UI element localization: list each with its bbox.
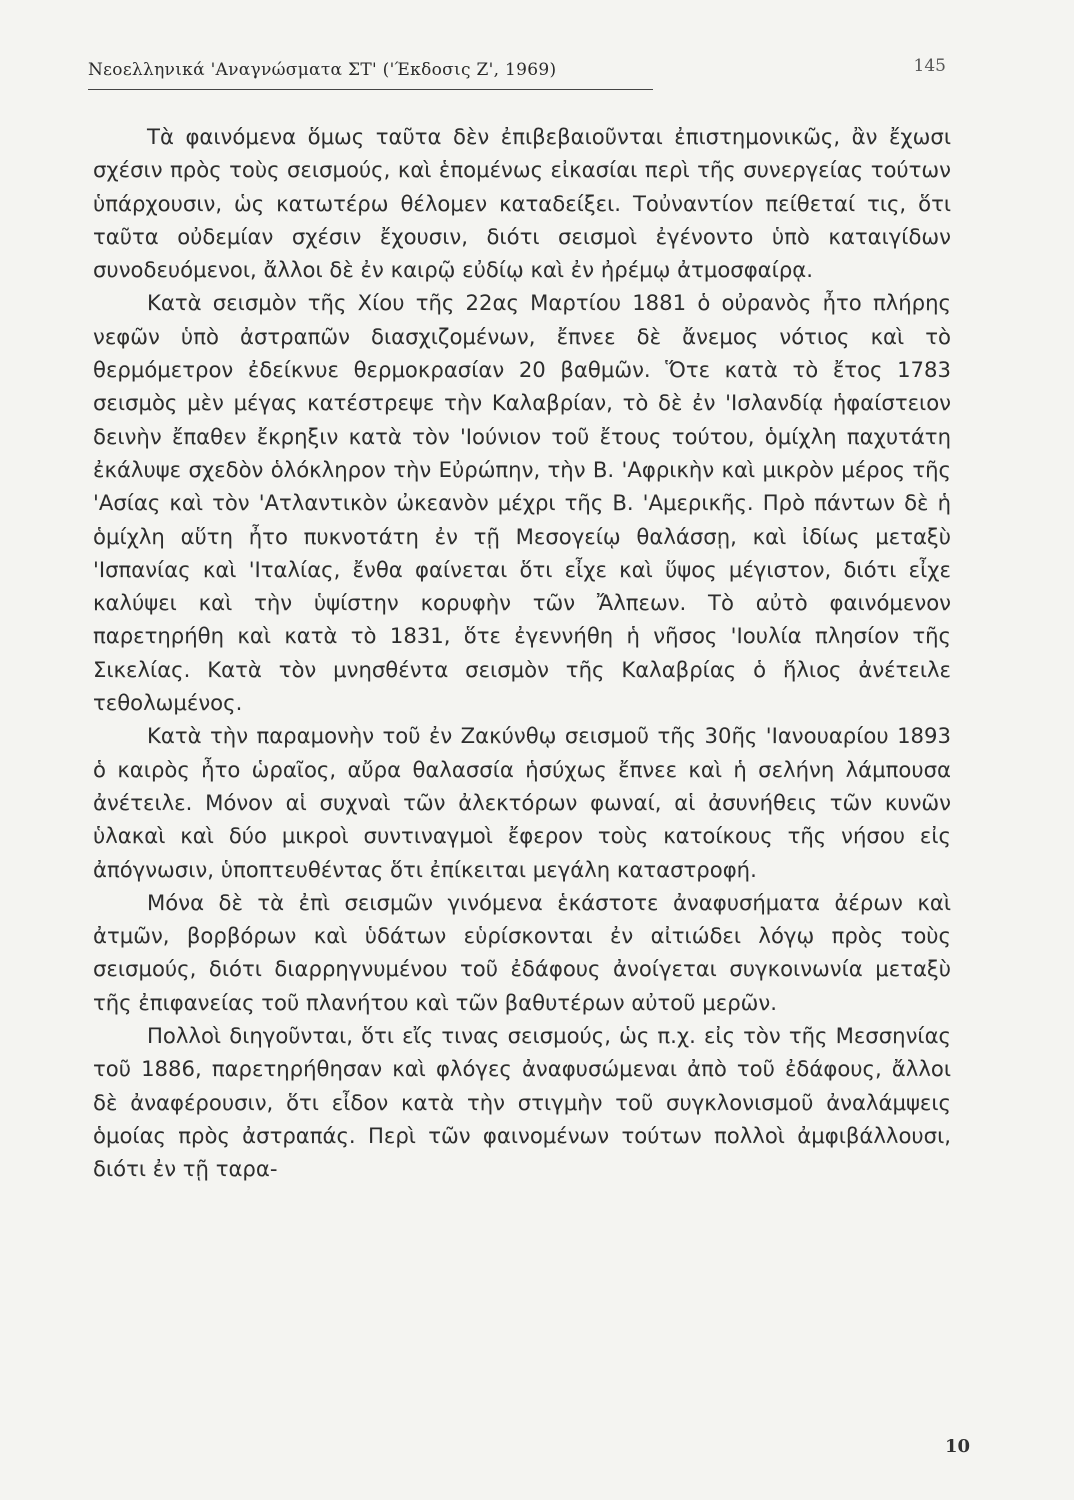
header-title: Νεοελληνικά 'Αναγνώσματα ΣΤ' ('Έκδοσις Ζ', 1969): [88, 60, 557, 80]
paragraph: Πολλοὶ διηγοῦνται, ὅτι εἴς τινας σεισμούς, ὡς π.χ. εἰς τὸν τῆς Μεσσηνίας τοῦ 1886, παρετηρήθησαν καὶ φλόγες ἀναφυσώμεναι ἀπὸ τοῦ ἐδάφους, ἄλλοι δὲ ἀναφέρουσιν, ὅτι εἶδον κατὰ τὴν στιγμὴν τοῦ συγκλονισμοῦ ἀναλάμψεις ὁμοίας πρὸς ἀστραπάς. Περὶ τῶν φαινομένων τούτων πολλοὶ ἀμφιβάλλουσι, διότι ἐν τῇ ταρα-: [93, 1023, 951, 1182]
paragraph: Κατὰ τὴν παραμονὴν τοῦ ἐν Ζακύνθῳ σεισμοῦ τῆς 30ῆς 'Ιανουαρίου 1893 ὁ καιρὸς ἦτο ὡραῖος, αὔρα θαλασσία ἡσύχως ἔπνεε καὶ ἡ σελήνη λάμπουσα ἀνέτειλε. Μόνον αἱ συχναὶ τῶν ἀλεκτόρων φωναί, αἱ ἀσυνήθεις τῶν κυνῶν ὑλακαὶ καὶ δύο μικροὶ συντιναγμοὶ ἔφερον τοὺς κατοίκους τῆς νήσου εἰς ἀπόγνωσιν, ὑποπτευθέντας ὅτι ἐπίκειται μεγάλη καταστροφή.: [93, 723, 951, 882]
body-text: [93, 120, 951, 1186]
paragraph: Κατὰ σεισμὸν τῆς Χίου τῆς 22ας Μαρτίου 1881 ὁ οὐρανὸς ἦτο πλήρης νεφῶν ὑπὸ ἀστραπῶν διασχιζομένων, ἔπνεε δὲ ἄνεμος νότιος καὶ τὸ θερμόμετρον ἐδείκνυε θερμοκρασίαν 20 βαθμῶν. Ὅτε κατὰ τὸ ἔτος 1783 σεισμὸς μὲν μέγας κατέστρεψε τὴν Καλαβρίαν, τὸ δὲ ἐν 'Ισλανδίᾳ ἡφαίστειον δεινὴν ἔπαθεν ἔκρηξιν κατὰ τὸν 'Ιούνιον τοῦ ἔτους τούτου, ὁμίχλη παχυτάτη ἐκάλυψε σχεδὸν ὁλόκληρον τὴν Εὐρώπην, τὴν Β. 'Αφρικὴν καὶ μικρὸν μέρος τῆς 'Ασίας καὶ τὸν 'Ατλαντικὸν ὠκεανὸν μέχρι τῆς Β. 'Αμερικῆς. Πρὸ πάντων δὲ ἡ ὁμίχλη αὕτη ἦτο πυκνοτάτη ἐν τῇ Μεσογείῳ θαλάσσῃ, καὶ ἰδίως μεταξὺ 'Ισπανίας καὶ 'Ιταλίας, ἔνθα φαίνεται ὅτι εἶχε καὶ ὕψος μέγιστον, διότι εἶχε καλύψει καὶ τὴν ὑψίστην κορυφὴν τῶν Ἄλπεων. Τὸ αὐτὸ φαινόμενον παρετηρήθη καὶ κατὰ τὸ 1831, ὅτε ἐγεννήθη ἡ νῆσος 'Ιουλία πλησίον τῆς Σικελίας. Κατὰ τὸν μνησθέντα σεισμὸν τῆς Καλαβρίας ὁ ἥλιος ἀνέτειλε τεθολωμένος.: [93, 290, 951, 716]
signature-mark: 10: [944, 1436, 970, 1457]
header-rule: [88, 89, 653, 90]
paragraph: Μόνα δὲ τὰ ἐπὶ σεισμῶν γινόμενα ἑκάστοτε ἀναφυσήματα ἀέρων καὶ ἀτμῶν, βορβόρων καὶ ὑδάτων εὑρίσκονται ἐν αἰτιώδει λόγῳ πρὸς τοὺς σεισμούς, διότι διαρρηγνυμένου τοῦ ἐδάφους ἀνοίγεται συγκοινωνία μεταξὺ τῆς ἐπιφανείας τοῦ πλανήτου καὶ τῶν βαθυτέρων αὐτοῦ μερῶν.: [93, 889, 951, 1015]
page-number: 145: [913, 56, 946, 76]
paragraph: Τὰ φαινόμενα ὅμως ταῦτα δὲν ἐπιβεβαιοῦνται ἐπιστημονικῶς, ἂν ἔχωσι σχέσιν πρὸς τοὺς σεισμούς, καὶ ἑπομένως εἰκασίαι περὶ τῆς συνεργείας τούτων ὑπάρχουσιν, ὡς κατωτέρω θέλομεν καταδείξει. Τοὐναντίον πείθεταί τις, ὅτι ταῦτα οὐδεμίαν σχέσιν ἔχουσιν, διότι σεισμοὶ ἐγένοντο ὑπὸ καταιγίδων συνοδευόμενοι, ἄλλοι δὲ ἐν καιρῷ εὐδίῳ καὶ ἐν ἠρέμῳ ἀτμοσφαίρᾳ.: [93, 124, 951, 283]
running-header: [88, 56, 958, 92]
